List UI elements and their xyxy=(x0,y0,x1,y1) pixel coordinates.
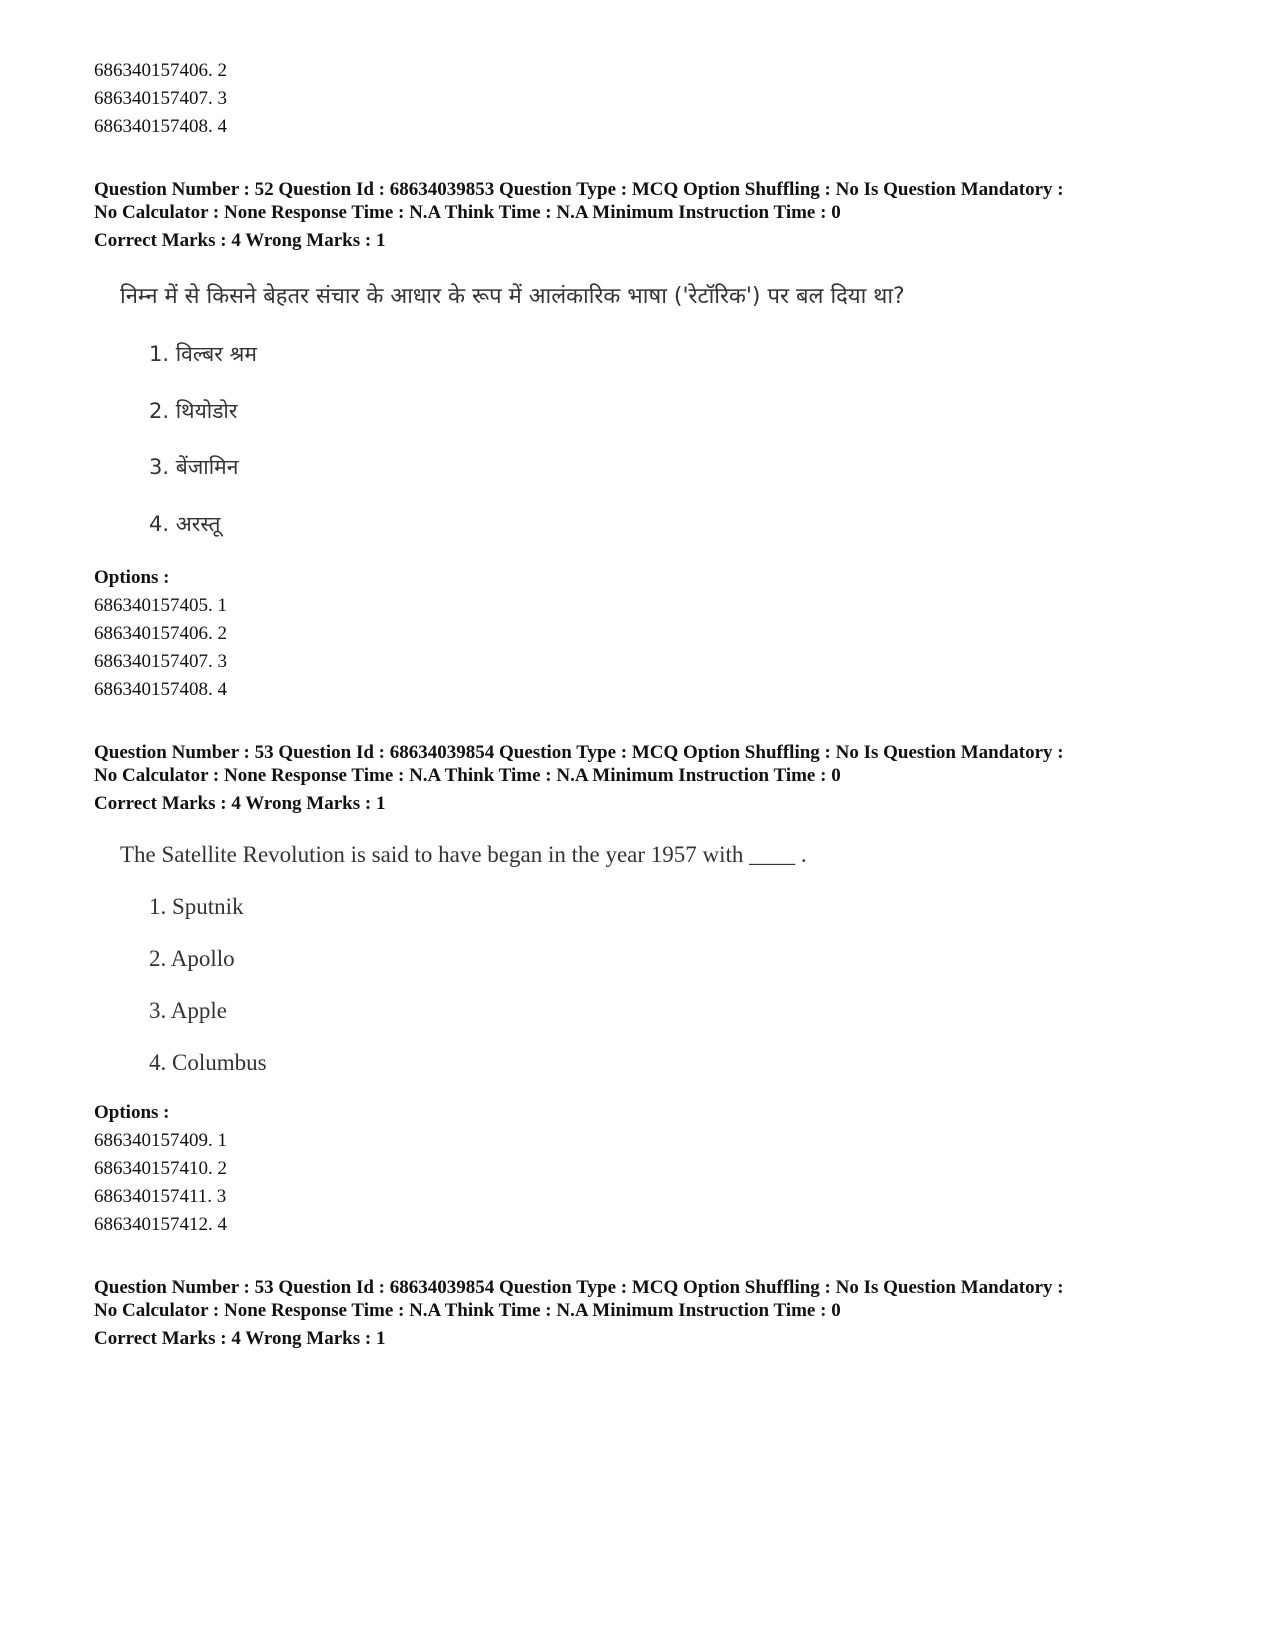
question-text: निम्न में से किसने बेहतर संचार के आधार के रूप में आलंकारिक भाषा ('रेटॉरिक') पर बल दिया था? xyxy=(120,284,905,309)
option-id-line: 686340157408. 4 xyxy=(94,116,227,137)
question-choice: 4. Columbus xyxy=(149,1050,267,1075)
question-marks: Correct Marks : 4 Wrong Marks : 1 xyxy=(94,1328,386,1349)
question-meta-line: No Calculator : None Response Time : N.A Think Time : N.A Minimum Instruction Time : 0 xyxy=(94,1300,841,1321)
question-choice: 3. बेंजामिन xyxy=(149,455,239,479)
option-id-line: 686340157407. 3 xyxy=(94,651,227,672)
option-id-line: 686340157405. 1 xyxy=(94,595,227,616)
question-choice: 1. Sputnik xyxy=(149,894,244,919)
question-choice: 4. अरस्तू xyxy=(149,512,221,536)
question-marks: Correct Marks : 4 Wrong Marks : 1 xyxy=(94,230,386,251)
options-label: Options : xyxy=(94,1102,170,1123)
question-choice: 2. थियोडोर xyxy=(149,399,238,423)
option-id-line: 686340157406. 2 xyxy=(94,60,227,81)
option-id-line: 686340157409. 1 xyxy=(94,1130,227,1151)
question-meta-line: No Calculator : None Response Time : N.A Think Time : N.A Minimum Instruction Time : 0 xyxy=(94,202,841,223)
question-choice: 2. Apollo xyxy=(149,946,235,971)
question-meta-line: Question Number : 53 Question Id : 68634039854 Question Type : MCQ Option Shuffling : No Is Question Mandatory : xyxy=(94,1277,1064,1298)
options-label: Options : xyxy=(94,567,170,588)
question-choice: 1. विल्बर श्रम xyxy=(149,342,257,366)
option-id-line: 686340157410. 2 xyxy=(94,1158,227,1179)
option-id-line: 686340157407. 3 xyxy=(94,88,227,109)
question-marks: Correct Marks : 4 Wrong Marks : 1 xyxy=(94,793,386,814)
option-id-line: 686340157406. 2 xyxy=(94,623,227,644)
option-id-line: 686340157412. 4 xyxy=(94,1214,227,1235)
question-meta-line: Question Number : 53 Question Id : 68634039854 Question Type : MCQ Option Shuffling : No Is Question Mandatory : xyxy=(94,742,1064,763)
question-choice: 3. Apple xyxy=(149,998,227,1023)
question-meta-line: Question Number : 52 Question Id : 68634039853 Question Type : MCQ Option Shuffling : No Is Question Mandatory : xyxy=(94,179,1064,200)
question-text: The Satellite Revolution is said to have began in the year 1957 with ____ . xyxy=(120,842,807,867)
question-meta-line: No Calculator : None Response Time : N.A Think Time : N.A Minimum Instruction Time : 0 xyxy=(94,765,841,786)
option-id-line: 686340157408. 4 xyxy=(94,679,227,700)
option-id-line: 686340157411. 3 xyxy=(94,1186,227,1207)
